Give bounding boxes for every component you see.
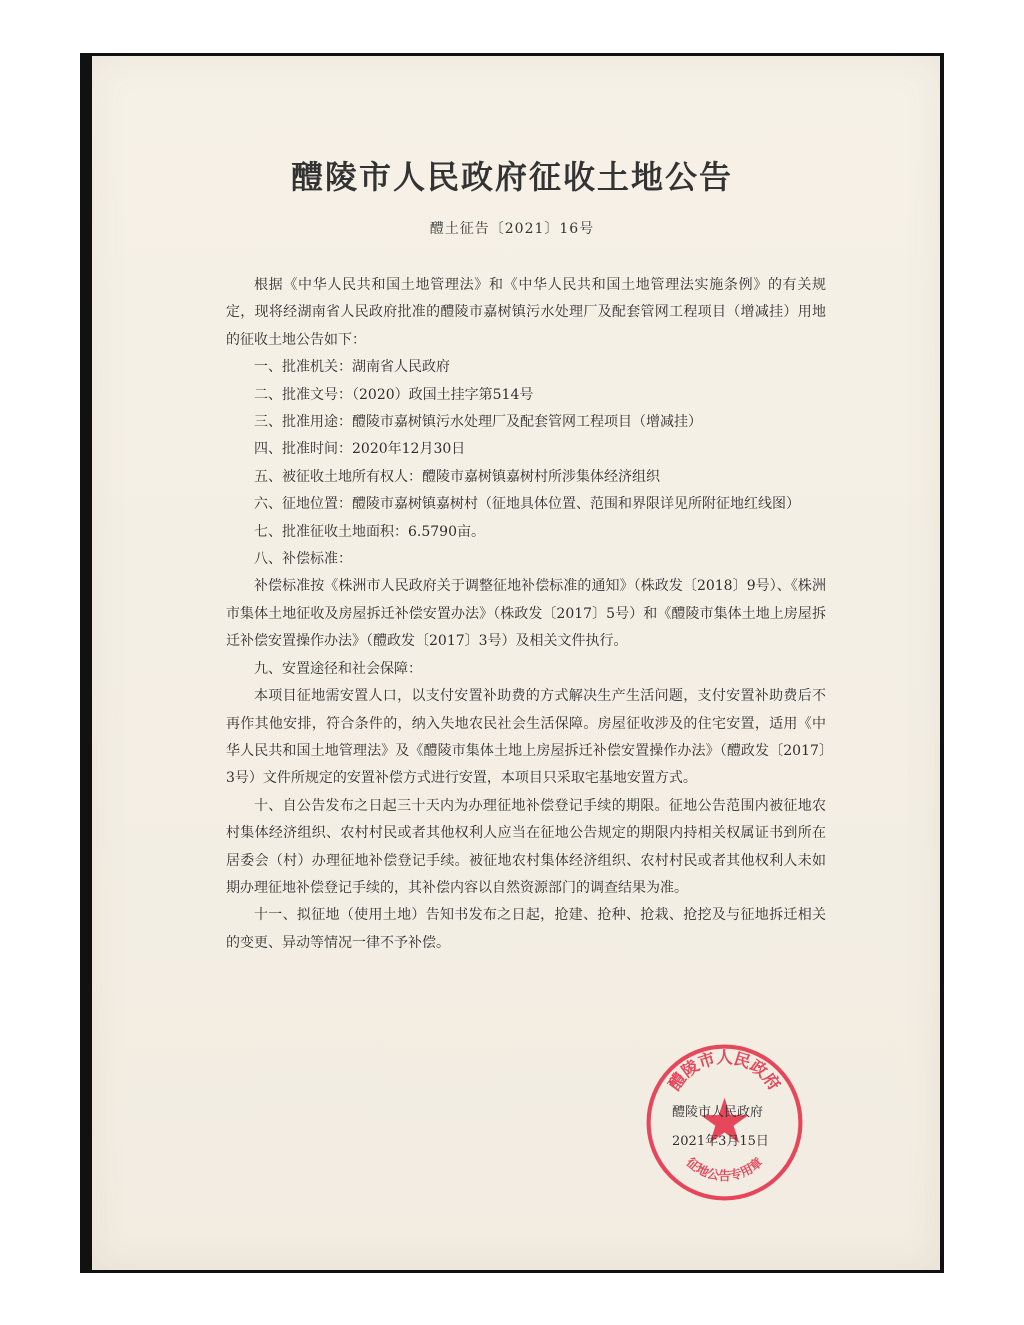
intro-paragraph: 根据《中华人民共和国土地管理法》和《中华人民共和国土地管理法实施条例》的有关规定，现将经湖南省人民政府批准的醴陵市嘉树镇污水处理厂及配套管网工程项目（增减挂）用地的征收土地公告如下：: [226, 277, 826, 348]
issuer-name: 醴陵市人民政府: [672, 1105, 764, 1120]
seal-text-top: 醴陵市人民政府: [664, 1048, 785, 1094]
resettlement-paragraph: 本项目征地需安置人口，以支付安置补助费的方式解决生产生活问题，支付安置补助费后不再作其他安排，符合条件的，纳入失地农民社会生活保障。房屋征收涉及的住宅安置，适用《中华人民共和国土地管理法》及《醴陵市集体土地上房屋拆迁补偿安置操作办法》（醴政发〔2017〕3号）文件所规定的安置补偿方式进行安置，本项目只采取宅基地安置方式。: [226, 688, 826, 787]
document-title: 醴陵市人民政府征收土地公告: [290, 158, 733, 196]
document-body: [226, 272, 826, 957]
item-approved-use: 三、批准用途：醴陵市嘉树镇污水处理厂及配套管网工程项目（增减挂）: [254, 414, 702, 431]
issue-date: 2021年3月15日: [672, 1134, 769, 1149]
signature-block: [672, 1098, 832, 1156]
item-approval-number: 二、批准文号：（2020）政国土挂字第514号: [254, 386, 534, 403]
item-land-owner: 五、被征收土地所有权人：醴陵市嘉树镇嘉树村所涉集体经济组织: [254, 468, 660, 485]
item-no-compensation: 十一、拟征地（使用土地）告知书发布之日起，抢建、抢种、抢栽、抢挖及与征地拆迁相关的变更、异动等情况一律不予补偿。: [226, 907, 826, 951]
document-number: 醴土征告〔2021〕16号: [429, 221, 595, 237]
item-compensation-heading: 八、补偿标准：: [254, 551, 352, 568]
item-land-location: 六、征地位置：醴陵市嘉树镇嘉树村（征地具体位置、范围和界限详见所附征地红线图）: [254, 496, 800, 513]
item-approval-authority: 一、批准机关：湖南省人民政府: [254, 359, 450, 376]
item-land-area: 七、批准征收土地面积：6.5790亩。: [254, 523, 485, 540]
seal-text-bottom: 征地公告专用章: [683, 1154, 766, 1184]
compensation-paragraph: 补偿标准按《株洲市人民政府关于调整征地补偿标准的通知》（株政发〔2018〕9号）、《株洲市集体土地征收及房屋拆迁补偿安置办法》（株政发〔2017〕5号）和《醴陵市集体土地上房屋拆迁补偿安置操作办法》（醴政发〔2017〕3号）及相关文件执行。: [226, 578, 826, 650]
item-registration-period: 十、自公告发布之日起三十天内为办理征地补偿登记手续的期限。征地公告范围内被征地农村集体经济组织、农村村民或者其他权利人应当在征地公告规定的期限内持相关权属证书到所在居委会（村）办理征地补偿登记手续。被征地农村集体经济组织、农村村民或者其他权利人未如期办理征地补偿登记手续的，其补偿内容以自然资源部门的调查结果为准。: [226, 797, 826, 896]
item-approval-date: 四、批准时间：2020年12月30日: [254, 441, 466, 458]
item-resettlement-heading: 九、安置途径和社会保障：: [254, 660, 422, 677]
